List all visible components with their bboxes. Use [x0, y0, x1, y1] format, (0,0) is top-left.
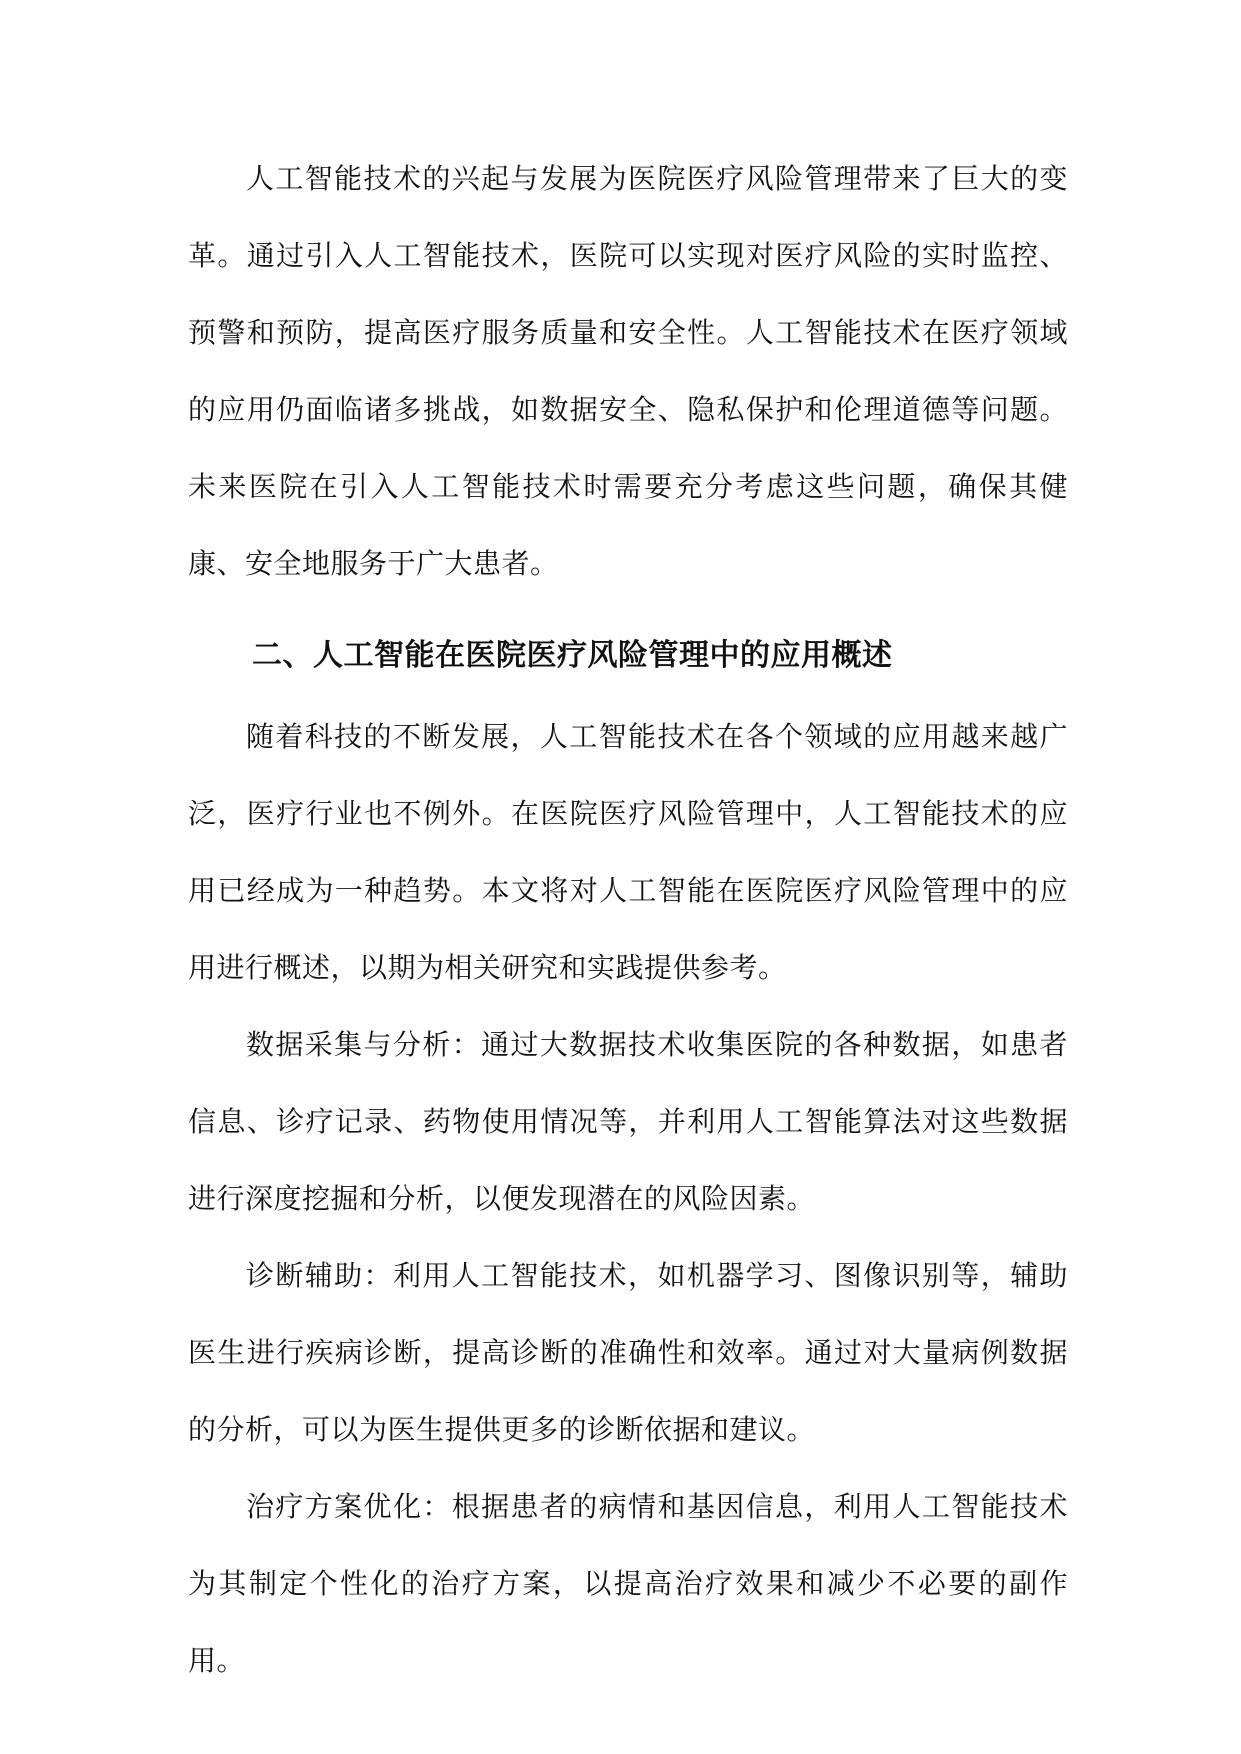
paragraph-treatment-optimization: 治疗方案优化：根据患者的病情和基因信息，利用人工智能技术为其制定个性化的治疗方案，以提高治疗效果和减少不必要的副作用。 — [188, 1490, 1068, 1677]
section-heading: 二、人工智能在医院医疗风险管理中的应用概述 — [252, 638, 893, 673]
paragraph-data-collection: 数据采集与分析：通过大数据技术收集医院的各种数据，如患者信息、诊疗记录、药物使用情况等，并利用人工智能算法对这些数据进行深度挖掘和分析，以便发现潜在的风险因素。 — [188, 1028, 1068, 1215]
paragraph-overview: 随着科技的不断发展，人工智能技术在各个领域的应用越来越广泛，医疗行业也不例外。在医院医疗风险管理中，人工智能技术的应用已经成为一种趋势。本文将对人工智能在医院医疗风险管理中的应用进行概述，以期为相关研究和实践提供参考。 — [188, 720, 1068, 984]
document-body — [188, 140, 1068, 1699]
paragraph-diagnosis-assist: 诊断辅助：利用人工智能技术，如机器学习、图像识别等，辅助医生进行疾病诊断，提高诊断的准确性和效率。通过对大量病例数据的分析，可以为医生提供更多的诊断依据和建议。 — [188, 1259, 1068, 1446]
paragraph-ai-rise: 人工智能技术的兴起与发展为医院医疗风险管理带来了巨大的变革。通过引入人工智能技术，医院可以实现对医疗风险的实时监控、预警和预防，提高医疗服务质量和安全性。人工智能技术在医疗领域的应用仍面临诸多挑战，如数据安全、隐私保护和伦理道德等问题。未来医院在引入人工智能技术时需要充分考虑这些问题，确保其健康、安全地服务于广大患者。 — [188, 162, 1068, 580]
